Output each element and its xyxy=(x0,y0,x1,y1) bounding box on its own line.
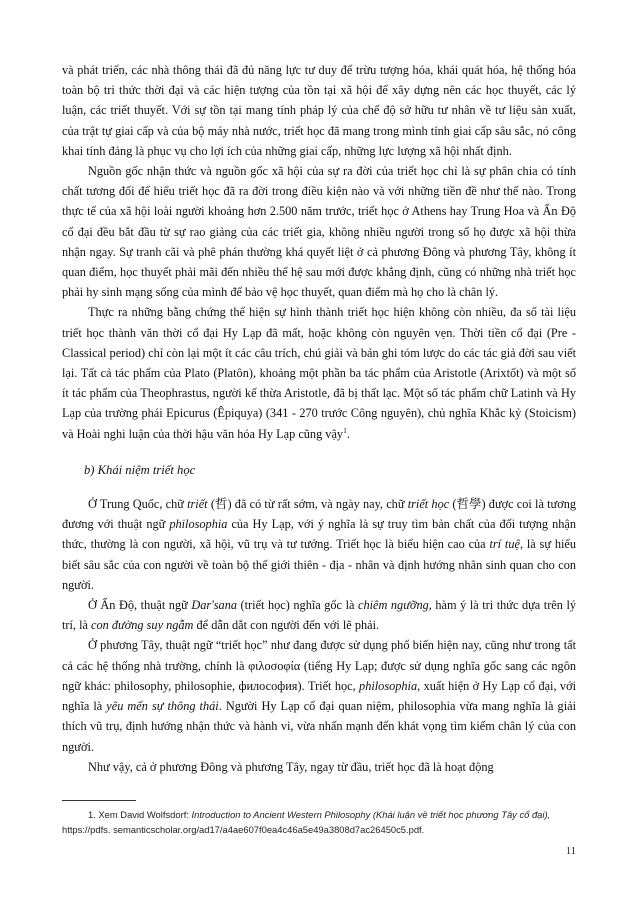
footnote-reference[interactable]: 1 xyxy=(343,425,347,435)
paragraph-3-text: Thực ra những bằng chứng thể hiện sự hình thành triết học hiện không còn nhiều, đa số tài liệu triết học thành văn thời cổ đại Hy Lạp đã mất, hoặc không còn nguyên vẹn. Thời tiền cổ đại (Pre - Classical period) chỉ còn lại một ít các câu trích, chú giải và bản ghi tóm lược do các tác giả đời sau viết lại. Tất cả tác phẩm của Plato (Platôn), khoảng một phần ba tác phẩm của Aristotle (Arixtốt) và một số ít tác phẩm của Theophrastus, người kế thừa Aristotle, đã bị thất lạc. Một số tác phẩm chữ Latinh và Hy Lạp của trường phái Epicurus (Êpiquya) (341 - 270 trước Công nguyên), chủ nghĩa Khắc kỷ (Stoicism) và Hoài nghi luận của thời hậu văn hóa Hy Lạp cũng vậy xyxy=(62,305,576,441)
italic-term: trí tuệ xyxy=(489,537,520,552)
paragraph-6 xyxy=(62,635,576,756)
paragraph-3 xyxy=(62,302,576,443)
footnote-divider xyxy=(62,800,136,801)
text-run: (triết học) nghĩa gốc là xyxy=(237,598,358,613)
italic-term: chiêm ngưỡng, xyxy=(358,598,432,613)
paragraph-7: Như vậy, cả ở phương Đông và phương Tây, ngay từ đầu, triết học đã là hoạt động xyxy=(88,759,494,774)
footnote-citation xyxy=(62,808,582,823)
text-run: hàm ý là tri thức dựa trên lý trí, là xyxy=(62,598,577,633)
text-run: Ở Trung Quốc, chữ xyxy=(88,497,188,512)
text-run: (哲學) được coi là tương đương với thuật ngữ xyxy=(62,497,576,532)
paragraph-2: Nguồn gốc nhận thức và nguồn gốc xã hội của sự ra đời của triết học chỉ là sự phân chia có tính chất tương đối để hiểu triết học đã ra đời trong điều kiện nào và với những tiền đề như thế nào. Trong thực tế của xã hội loài người khoảng hơn 2.500 năm trước, triết học ở Athens hay Trung Hoa và Ấn Độ cổ đại đều bắt đầu từ sự rao giảng của các triết gia, không nhiều người trong số họ được xã hội thừa nhận ngay. Sự tranh cãi và phê phán thường khá quyết liệt ở cả phương Đông và phương Tây, không ít quan điểm, học thuyết phải mãi đến nhiều thế hệ sau mới được khẳng định, cũng có những nhà triết học phải hy sinh mạng sống của mình để bảo vệ học thuyết, quan điểm mà họ cho là chân lý. xyxy=(62,164,576,300)
footnote-title: Introduction to Ancient Western Philosophy (Khái luận về triết học phương Tây cổ đại), xyxy=(191,809,551,820)
paragraph-1: và phát triển, các nhà thông thái đã đủ năng lực tư duy để trừu tượng hóa, khái quát hóa, hệ thống hóa toàn bộ tri thức thời đại và các hiện tượng của tồn tại xã hội để xây dựng nên các học thuyết, các lý luận, các triết thuyết. Với sự tồn tại mang tính pháp lý của chế độ sở hữu tư nhân về tư liệu sản xuất, của trật tự giai cấp và của bộ máy nhà nước, triết học đã mang trong mình tính giai cấp sâu sắc, nó công khai tính đảng là phục vụ cho lợi ích của những giai cấp, những lực lượng xã hội nhất định. xyxy=(62,63,576,158)
text-run: Ở Ấn Độ, thuật ngữ xyxy=(88,598,192,613)
italic-term: triết xyxy=(187,497,208,512)
paragraph-4 xyxy=(62,494,576,595)
footnote xyxy=(62,808,582,837)
italic-term: Dar'sana xyxy=(191,598,237,613)
text-run: . Người Hy Lạp cổ đại quan niệm, philosophia vừa mang nghĩa là giải thích vũ trụ, định hướng nhận thức và hành vi, vừa nhấn mạnh đến khát vọng tìm kiếm chân lý của con người. xyxy=(62,699,576,754)
italic-term: yêu mến sự thông thái xyxy=(106,699,219,714)
text-run: , là sự hiểu biết sâu sắc của con người về toàn bộ thế giới thiên - địa - nhân và định hướng nhân sinh quan cho con người. xyxy=(62,537,577,592)
text-run: (哲) đã có từ rất sớm, và ngày nay, chữ xyxy=(207,497,408,512)
paragraph-3-end: . xyxy=(346,426,350,441)
italic-term: philosophia xyxy=(169,517,228,532)
italic-term: triết học xyxy=(407,497,450,512)
footnote-url[interactable]: https://pdfs. semanticscholar.org/ad17/a4ae607f0ea4c46a5e49a3808d7ac26450c5.pdf. xyxy=(62,823,425,835)
text-run: Ở phương Tây, thuật ngữ “triết học” như đang được sử dụng phổ biến hiện nay, cũng như trong tất cả các hệ thống nhà trường, chính là φιλοσοφία (tiếng Hy Lạp; được sử dụng nghĩa gốc sang các ngôn ngữ khác: philosophy, philosophie, философия). Triết học, xyxy=(62,638,576,693)
text-run: để dẫn dắt con người đến với lẽ phải. xyxy=(193,618,380,633)
page-number: 11 xyxy=(565,846,576,857)
paragraph-5 xyxy=(62,595,576,635)
italic-term: con đường suy ngẫm xyxy=(91,618,194,633)
text-run: , xuất hiện ở Hy Lạp cổ đại, với nghĩa là xyxy=(62,678,576,714)
body-text xyxy=(62,60,576,777)
footnote-prefix: 1. Xem David Wolfsdorf: xyxy=(88,809,192,820)
section-heading: b) Khái niệm triết học xyxy=(84,462,196,477)
text-run: của Hy Lạp, với ý nghĩa là sự truy tìm bản chất của đối tượng nhận thức, thường là con người, xã hội, vũ trụ và tư tưởng. Triết học là biểu hiện cao của xyxy=(62,517,576,552)
italic-term: philosophia xyxy=(359,678,418,693)
